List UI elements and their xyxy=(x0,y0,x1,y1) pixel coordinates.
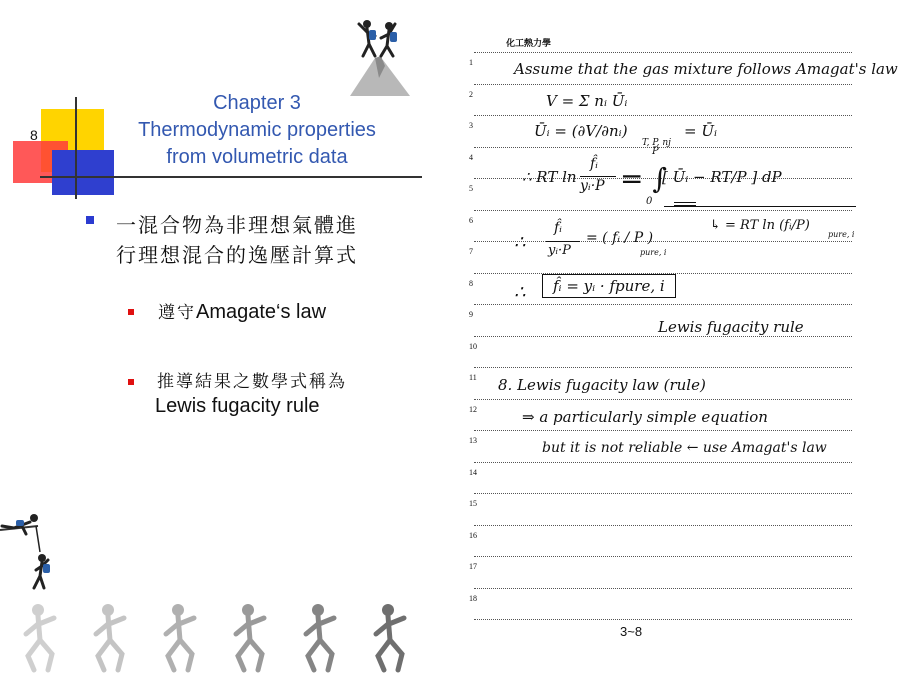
ruled-line xyxy=(474,493,852,494)
sub-bullet-2-line-1: 推導結果之數學式稱為 xyxy=(157,372,347,392)
note-line-12: ⇒ a particularly simple equation xyxy=(522,408,768,426)
note-line-4-denominator: yᵢ·P xyxy=(580,178,605,194)
notes-header: 化工熱力學 xyxy=(506,39,552,49)
line-number: 11 xyxy=(469,373,477,382)
sub-bullet-1-cjk: 遵守 xyxy=(158,303,196,323)
note-boxed-equation: f̂ᵢ = yᵢ · fpure, i xyxy=(542,274,676,298)
note-line-13: but it is not reliable ← use Amagat's law xyxy=(542,440,827,456)
sub-bullet-2-line-2: Lewis fugacity rule xyxy=(155,395,320,417)
fraction-bar xyxy=(546,241,580,242)
ruled-line xyxy=(474,619,852,620)
line-number: 17 xyxy=(469,562,477,571)
fraction-bar xyxy=(580,176,616,177)
line-number: 10 xyxy=(469,341,477,351)
slide-title xyxy=(112,90,402,171)
line-number: 2 xyxy=(469,89,473,99)
note-line-6d: pure, i xyxy=(640,248,667,257)
bullet-square-icon xyxy=(86,216,94,224)
handwritten-notes-page xyxy=(462,28,898,648)
ruled-line xyxy=(474,525,852,526)
ruled-line xyxy=(474,588,852,589)
line-number: 4 xyxy=(469,152,473,162)
note-integral-lower: 0 xyxy=(646,196,653,207)
note-line-3b: T, P, nj xyxy=(642,138,671,148)
ruled-line xyxy=(474,241,852,242)
ruled-line xyxy=(474,430,852,431)
line-number: 6 xyxy=(469,215,473,225)
note-line-6f: pure, i xyxy=(828,230,855,239)
sub-bullet-1-en: Amagate‘s law xyxy=(196,301,327,323)
note-line-6-numerator: f̂ᵢ xyxy=(554,220,562,236)
ruled-line xyxy=(474,52,852,53)
slide-number: 8 xyxy=(30,127,38,143)
ruled-line xyxy=(474,556,852,557)
rappelling-climbers-icon xyxy=(0,512,60,592)
climbers-on-peak-icon xyxy=(345,16,415,96)
line-number: 3 xyxy=(469,121,473,130)
line-number: 15 xyxy=(469,499,477,508)
note-line-6e: ↳ = RT ln (fᵢ/P) xyxy=(710,218,810,233)
separator-line xyxy=(664,206,856,207)
note-integral-upper: P xyxy=(652,146,659,157)
title-line-3: from volumetric data xyxy=(166,146,348,168)
line-number: 5 xyxy=(469,184,473,193)
ruled-line xyxy=(474,210,852,211)
page-footer-number: 3~8 xyxy=(620,624,643,639)
decor-horizontal-line xyxy=(40,176,422,178)
running-figures-icon xyxy=(0,600,440,675)
line-number: 13 xyxy=(469,436,477,445)
bullet-square-icon xyxy=(128,309,134,315)
note-line-11: 8. Lewis fugacity law (rule) xyxy=(498,376,706,394)
ruled-line xyxy=(474,462,852,463)
note-line-4-numerator: f̂ᵢ xyxy=(590,156,598,172)
line-number: 8 xyxy=(469,278,473,288)
ruled-line xyxy=(474,304,852,305)
note-line-4a: ∴ RT ln xyxy=(522,168,577,186)
main-bullet-line-1: 一混合物為非理想氣體進 xyxy=(116,213,358,237)
bullet-square-icon xyxy=(128,379,134,385)
note-line-3c: = Ūᵢ xyxy=(684,122,717,140)
decor-vertical-line xyxy=(75,97,77,199)
note-line-1: Assume that the gas mixture follows Amagat's law xyxy=(514,60,898,78)
note-line-6-denominator: yᵢ·P xyxy=(548,243,571,258)
note-line-6a: ∴ xyxy=(514,232,526,253)
line-number: 7 xyxy=(469,247,473,256)
note-line-8a: ∴ xyxy=(514,282,526,303)
line-number: 18 xyxy=(469,593,477,603)
ruled-line xyxy=(474,399,852,400)
note-line-4d: [ Ūᵢ − RT/P ] dP xyxy=(662,168,782,186)
ruled-line xyxy=(474,115,852,116)
main-bullet-line-2: 行理想混合的逸壓計算式 xyxy=(116,243,358,267)
note-line-2: V = Σ nᵢ Ūᵢ xyxy=(546,92,628,110)
title-line-1: Chapter 3 xyxy=(213,92,301,114)
title-line-2: Thermodynamic properties xyxy=(138,119,376,141)
line-number: 16 xyxy=(469,530,477,540)
note-line-3a: Ūᵢ = (∂V/∂nᵢ) xyxy=(534,122,628,140)
ruled-line xyxy=(474,367,852,368)
line-number: 9 xyxy=(469,310,473,319)
note-line-9: Lewis fugacity rule xyxy=(658,318,804,336)
note-line-6c: = ( fᵢ / P ) xyxy=(586,230,654,246)
line-number: 12 xyxy=(469,404,477,414)
decor-blue-square xyxy=(52,150,114,195)
line-number: 14 xyxy=(469,467,477,477)
note-line-4-integral: = ∫ xyxy=(620,162,667,195)
ruled-line xyxy=(474,84,852,85)
line-number: 1 xyxy=(469,58,473,67)
